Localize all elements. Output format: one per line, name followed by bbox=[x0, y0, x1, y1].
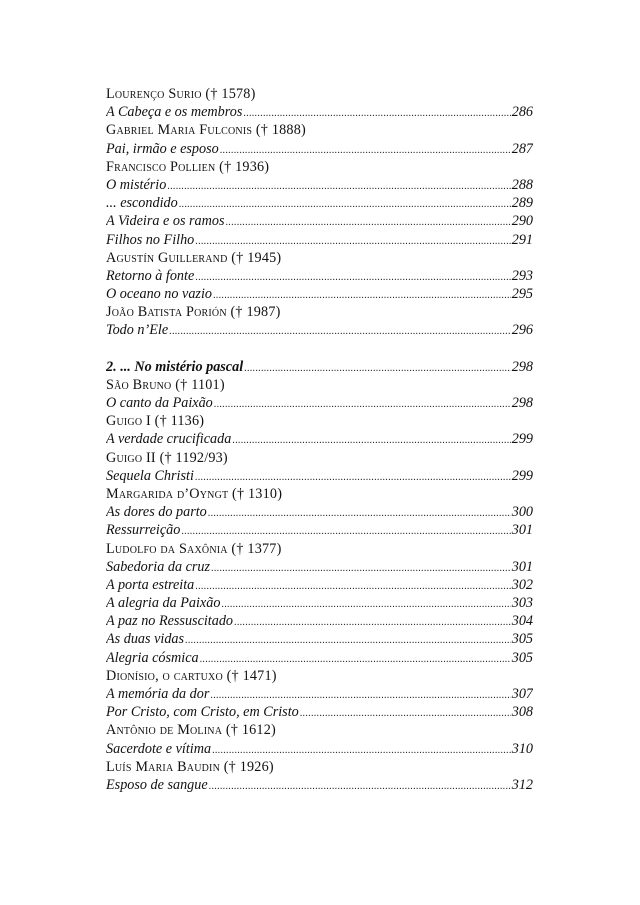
dot-leader bbox=[211, 560, 511, 576]
entry-page-number: 286 bbox=[511, 104, 533, 121]
dot-leader bbox=[195, 469, 511, 485]
section-heading bbox=[106, 358, 533, 376]
entry-title: O mistério bbox=[106, 176, 167, 193]
toc-entry bbox=[106, 594, 533, 612]
section-title: 2. ... No mistério pascal bbox=[106, 358, 244, 375]
entry-title: A verdade crucificada bbox=[106, 431, 232, 448]
entry-page-number: 301 bbox=[511, 522, 533, 539]
entry-page-number: 295 bbox=[511, 286, 533, 303]
toc-entry bbox=[106, 321, 533, 339]
entry-title: A porta estreita bbox=[106, 576, 195, 593]
entry-title: O canto da Paixão bbox=[106, 395, 213, 411]
toc-entry bbox=[106, 285, 533, 303]
entry-title: A alegria da Paixão bbox=[106, 595, 221, 612]
entry-title: Pai, irmão e esposo bbox=[106, 140, 219, 157]
entry-page-number: 293 bbox=[511, 267, 533, 284]
entry-page-number: 305 bbox=[511, 631, 533, 648]
entry-page-number: 302 bbox=[511, 576, 533, 593]
toc-entry bbox=[106, 558, 533, 576]
entry-title: Sequela Christi bbox=[106, 467, 194, 484]
entry-page-number: 288 bbox=[511, 176, 533, 193]
entry-title: Filhos no Filho bbox=[106, 231, 195, 248]
author-heading: Antônio de Molina († 1612) bbox=[106, 722, 276, 739]
entry-title: Sacerdote e vítima bbox=[106, 740, 212, 757]
toc-entry bbox=[106, 212, 533, 230]
entry-page-number: 290 bbox=[511, 213, 533, 230]
author-heading: Gabriel Maria Fulconis († 1888) bbox=[106, 122, 306, 139]
toc-entry bbox=[106, 776, 533, 794]
dot-leader bbox=[195, 233, 510, 249]
author-heading: Luís Maria Baudin († 1926) bbox=[106, 758, 274, 775]
toc-part-2 bbox=[106, 376, 533, 794]
author-heading: Francisco Pollien († 1936) bbox=[106, 158, 270, 175]
toc-entry bbox=[106, 231, 533, 249]
entry-page-number: 298 bbox=[511, 395, 533, 411]
toc-entry bbox=[106, 612, 533, 630]
entry-page-number: 299 bbox=[511, 467, 533, 484]
entry-title: As dores do parto bbox=[106, 504, 207, 521]
entry-title: A Cabeça e os membros bbox=[106, 104, 243, 121]
entry-page-number: 287 bbox=[511, 140, 533, 157]
section-page-number: 298 bbox=[511, 358, 533, 375]
toc-entry bbox=[106, 176, 533, 194]
dot-leader bbox=[195, 578, 510, 594]
dot-leader bbox=[243, 105, 510, 121]
toc-part-1 bbox=[106, 85, 533, 340]
dot-leader bbox=[169, 323, 511, 339]
author-heading: São Bruno († 1101) bbox=[106, 376, 225, 393]
toc-entry bbox=[106, 430, 533, 448]
entry-title: A Videira e os ramos bbox=[106, 213, 225, 230]
entry-page-number: 296 bbox=[511, 322, 533, 339]
entry-page-number: 303 bbox=[511, 595, 533, 612]
dot-leader bbox=[226, 214, 511, 230]
entry-title: Alegria cósmica bbox=[106, 649, 199, 666]
dot-leader bbox=[234, 614, 511, 630]
entry-page-number: 312 bbox=[511, 776, 533, 793]
entry-title: Retorno à fonte bbox=[106, 267, 195, 284]
dot-leader bbox=[244, 360, 511, 376]
author-heading: Guigo I († 1136) bbox=[106, 413, 205, 430]
entry-page-number: 310 bbox=[511, 740, 533, 757]
entry-title: ... escondido bbox=[106, 195, 178, 212]
dot-leader bbox=[200, 651, 511, 667]
dot-leader bbox=[181, 523, 510, 539]
toc-entry bbox=[106, 740, 533, 758]
entry-page-number: 289 bbox=[511, 195, 533, 212]
dot-leader bbox=[214, 396, 511, 412]
entry-title: Ressurreição bbox=[106, 522, 181, 539]
entry-title: A paz no Ressuscitado bbox=[106, 613, 234, 630]
dot-leader bbox=[221, 596, 510, 612]
dot-leader bbox=[213, 287, 511, 303]
section-gap bbox=[106, 340, 533, 358]
entry-page-number: 308 bbox=[511, 704, 533, 721]
entry-page-number: 301 bbox=[511, 558, 533, 575]
toc-entry bbox=[106, 267, 533, 285]
dot-leader bbox=[232, 432, 510, 448]
entry-title: Sabedoria da cruz bbox=[106, 558, 211, 575]
entry-title: Esposo de sangue bbox=[106, 776, 208, 793]
toc-entry bbox=[106, 630, 533, 648]
entry-page-number: 291 bbox=[511, 231, 533, 248]
toc-entry bbox=[106, 685, 533, 703]
dot-leader bbox=[300, 705, 511, 721]
author-heading: Agustín Guillerand († 1945) bbox=[106, 249, 282, 266]
dot-leader bbox=[220, 142, 511, 158]
author-heading: Ludolfo da Saxônia († 1377) bbox=[106, 540, 282, 557]
toc-entry bbox=[106, 521, 533, 539]
entry-title: Todo n’Ele bbox=[106, 322, 169, 339]
entry-title: O oceano no vazio bbox=[106, 286, 212, 303]
dot-leader bbox=[185, 632, 511, 648]
toc-entry bbox=[106, 703, 533, 721]
entry-page-number: 307 bbox=[511, 686, 533, 702]
author-heading: Guigo II († 1192/93) bbox=[106, 449, 228, 466]
toc-entry bbox=[106, 394, 533, 412]
entry-title: Por Cristo, com Cristo, em Cristo bbox=[106, 704, 299, 721]
entry-title: As duas vidas bbox=[106, 631, 185, 648]
dot-leader bbox=[210, 687, 510, 703]
author-heading: Dionísio, o cartuxo († 1471) bbox=[106, 667, 277, 684]
toc-entry bbox=[106, 576, 533, 594]
entry-page-number: 300 bbox=[511, 504, 533, 521]
author-heading: João Batista Porión († 1987) bbox=[106, 304, 281, 321]
toc-entry bbox=[106, 467, 533, 485]
author-heading: Margarida d’Oyngt († 1310) bbox=[106, 485, 283, 502]
dot-leader bbox=[195, 269, 510, 285]
dot-leader bbox=[208, 505, 511, 521]
author-heading: Lourenço Surio († 1578) bbox=[106, 86, 256, 102]
toc-entry bbox=[106, 194, 533, 212]
entry-page-number: 299 bbox=[511, 431, 533, 448]
toc-entry bbox=[106, 103, 533, 121]
dot-leader bbox=[179, 196, 511, 212]
dot-leader bbox=[167, 178, 510, 194]
entry-title: A memória da dor bbox=[106, 686, 210, 702]
entry-page-number: 304 bbox=[511, 613, 533, 630]
dot-leader bbox=[212, 742, 511, 758]
dot-leader bbox=[209, 778, 511, 794]
toc-entry bbox=[106, 140, 533, 158]
entry-page-number: 305 bbox=[511, 649, 533, 666]
toc-entry bbox=[106, 649, 533, 667]
toc-entry bbox=[106, 503, 533, 521]
table-of-contents bbox=[106, 85, 533, 794]
